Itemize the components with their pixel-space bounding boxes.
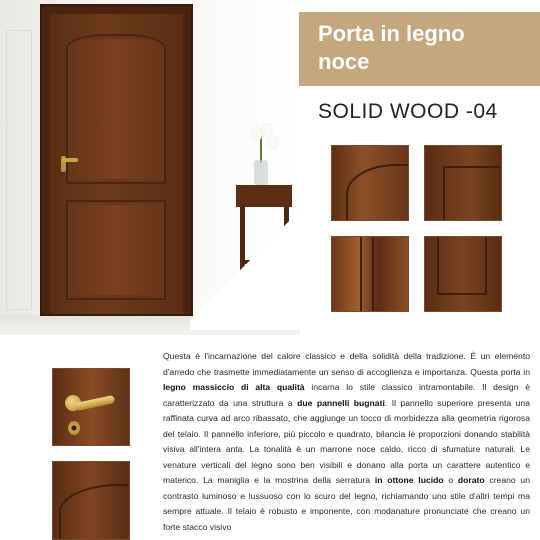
description-text: creano un contrasto luminoso e lussuoso con lo scuro del legno, richiamando uno stile d'altri tempi ma sempre attuale. Il telaio è robusto e imponente, con modanature pronunciate che creano un forte stacco visivo <box>163 475 530 532</box>
detail-photo-panel-arch <box>52 461 130 540</box>
keyhole-icon <box>68 421 80 435</box>
detail-thumbnail-arch <box>331 145 409 221</box>
description-text: incarna lo stile classico intramontabile. Il design è caratterizzato da una struttura a <box>163 382 531 408</box>
door-upper-panel <box>66 34 166 184</box>
vase <box>254 160 268 185</box>
detail-thumbnail-panel <box>424 236 502 312</box>
detail-photo-handle <box>52 368 130 446</box>
flower-icon <box>262 124 272 136</box>
description-text: Questa è l'incarnazione del calore classico e della solidità della tradizione. È un elemento d'arredo che trasmette immediatamente un senso di accoglienza e importanza. Questa porta in <box>163 351 530 377</box>
title-band <box>299 12 540 86</box>
page-title-line-2: noce <box>318 49 370 74</box>
description-bold: in ottone lucido <box>374 475 444 485</box>
description-text: o <box>443 475 458 485</box>
detail-thumbnail-molding <box>331 236 409 312</box>
flower-icon <box>252 128 262 140</box>
door-lower-panel <box>66 200 166 300</box>
description-bold: dorato <box>457 475 485 485</box>
handle-lever-icon <box>75 395 116 411</box>
hero-door-photo <box>0 0 300 335</box>
door-handle-icon <box>62 158 78 162</box>
flower-stem <box>260 135 262 163</box>
wall-molding <box>6 30 32 310</box>
flower-icon <box>268 136 278 148</box>
page-title-line-1: Porta in legno <box>318 21 465 46</box>
detail-thumbnail-frame-corner <box>424 145 502 221</box>
description-bold: legno massiccio di alta qualità <box>163 382 305 392</box>
diagonal-white-overlay <box>190 190 300 330</box>
description-bold: due pannelli bugnati <box>297 397 385 408</box>
product-subtitle: SOLID WOOD -04 <box>318 100 498 123</box>
product-description <box>163 349 530 535</box>
description-text: . Il pannello superiore presenta una raffinata curva ad arco ribassato, che aggiunge un tocco di morbidezza alla geometria rigorosa del telaio. Il pannello inferiore, più piccolo e quadrato, bilancia le proporzioni donando stabilità visiva all'intera anta. La tonalità è un marrone noce caldo, ricco di sfumature naturali. Le venature verticali del legno sono ben visibili e donano alla porta un carattere autentico e materico. La maniglia e la mostrina della serratura <box>163 397 530 485</box>
